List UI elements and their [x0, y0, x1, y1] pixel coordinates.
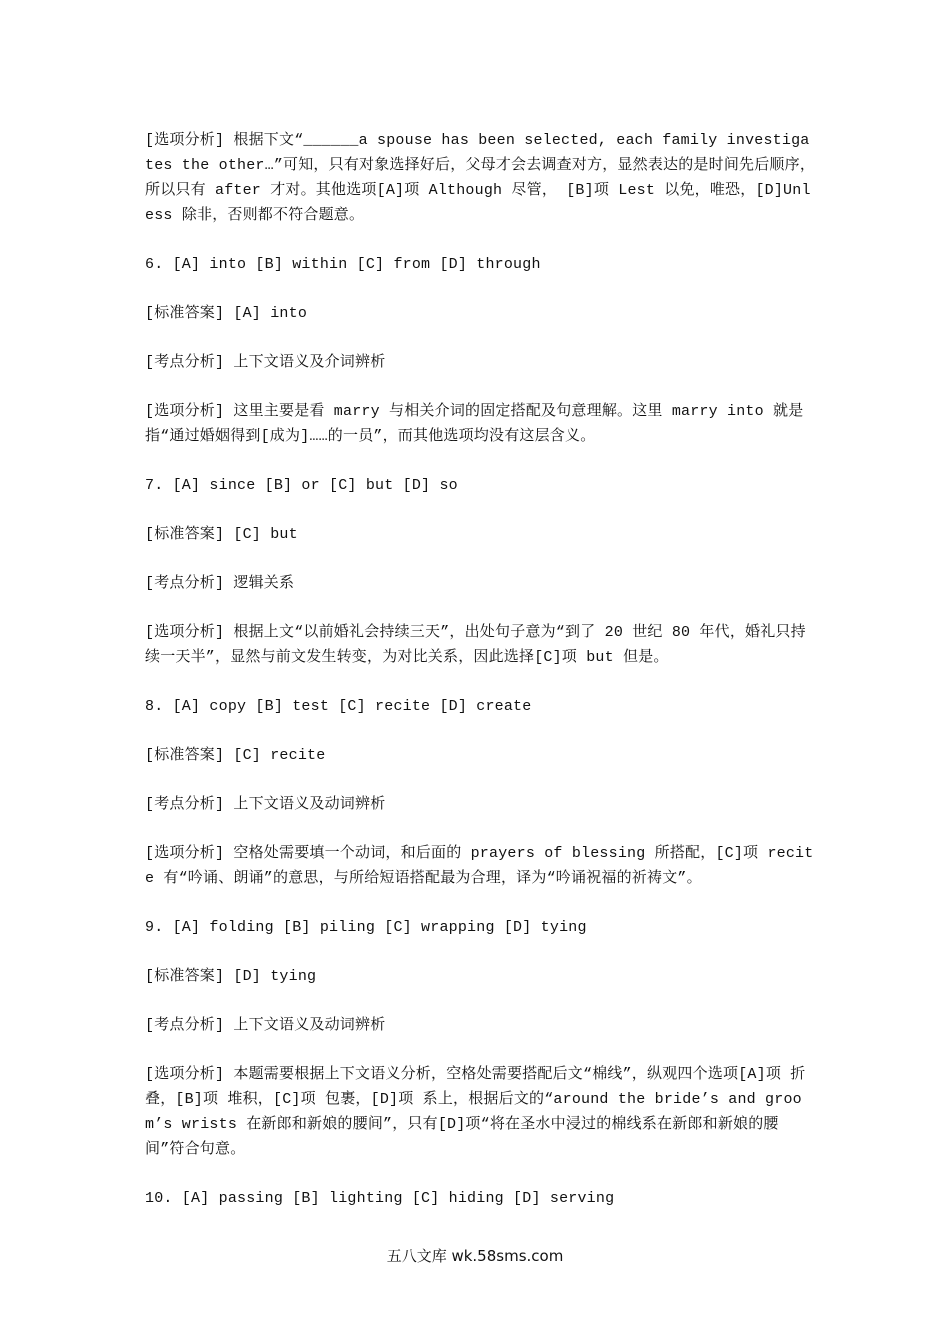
option-analysis-6: [选项分析] 这里主要是看 marry 与相关介词的固定搭配及句意理解。这里 marry into 就是指“通过婚姻得到[成为]……的一员”，而其他选项均没有这层含义。: [145, 403, 804, 445]
option-analysis-9: [选项分析] 本题需要根据上下文语义分析，空格处需要搭配后文“棉线”，纵观四个选项[A]项 折叠，[B]项 堆积，[C]项 包裹，[D]项 系上，根据后文的“around the bride’s and groom’s wrists 在新郎和新娘的腰间”，只有[D]项“将在圣水中浸过的棉线系在新郎和新娘的腰间”符合句意。: [145, 1066, 806, 1158]
point-analysis-9: [考点分析] 上下文语义及动词辨析: [145, 1017, 386, 1034]
point-analysis-7: [考点分析] 逻辑关系: [145, 575, 295, 592]
paragraph-analysis-5: [选项分析] 根据下文“______a spouse has been selected, each family investigates the other…”可知，只有对象选择好后，父母才会去调查对方，显然表达的是时间先后顺序，所以只有 after 才对。其他选项[A]项 Although 尽管， [B]项 Lest 以免，唯恐，[D]Unless 除非，否则都不符合题意。: [145, 132, 816, 224]
question-7-options: 7. [A] since [B] or [C] but [D] so: [145, 477, 458, 494]
footer-watermark: 五八文库 wk.58sms.com: [386, 1247, 564, 1265]
question-6-options: 6. [A] into [B] within [C] from [D] through: [145, 256, 541, 273]
point-analysis-8: [考点分析] 上下文语义及动词辨析: [145, 796, 386, 813]
answer-9: [标准答案] [D] tying: [145, 968, 317, 985]
option-analysis-8: [选项分析] 空格处需要填一个动词，和后面的 prayers of blessing 所搭配，[C]项 recite 有“吟诵、朗诵”的意思，与所给短语搭配最为合理，译为“吟诵祝福的祈祷文”。: [145, 845, 814, 887]
option-analysis-7: [选项分析] 根据上文“以前婚礼会持续三天”，出处句子意为“到了 20 世纪 80 年代，婚礼只持续一天半”，显然与前文发生转变，为对比关系，因此选择[C]项 but 但是。: [145, 624, 806, 666]
answer-6: [标准答案] [A] into: [145, 305, 308, 322]
point-analysis-6: [考点分析] 上下文语义及介词辨析: [145, 354, 386, 371]
document-body: [145, 128, 817, 1235]
answer-7: [标准答案] [C] but: [145, 526, 298, 543]
answer-8: [标准答案] [C] recite: [145, 747, 326, 764]
question-9-options: 9. [A] folding [B] piling [C] wrapping [D] tying: [145, 919, 587, 936]
question-8-options: 8. [A] copy [B] test [C] recite [D] create: [145, 698, 532, 715]
question-10-options: 10. [A] passing [B] lighting [C] hiding [D] serving: [145, 1190, 615, 1207]
